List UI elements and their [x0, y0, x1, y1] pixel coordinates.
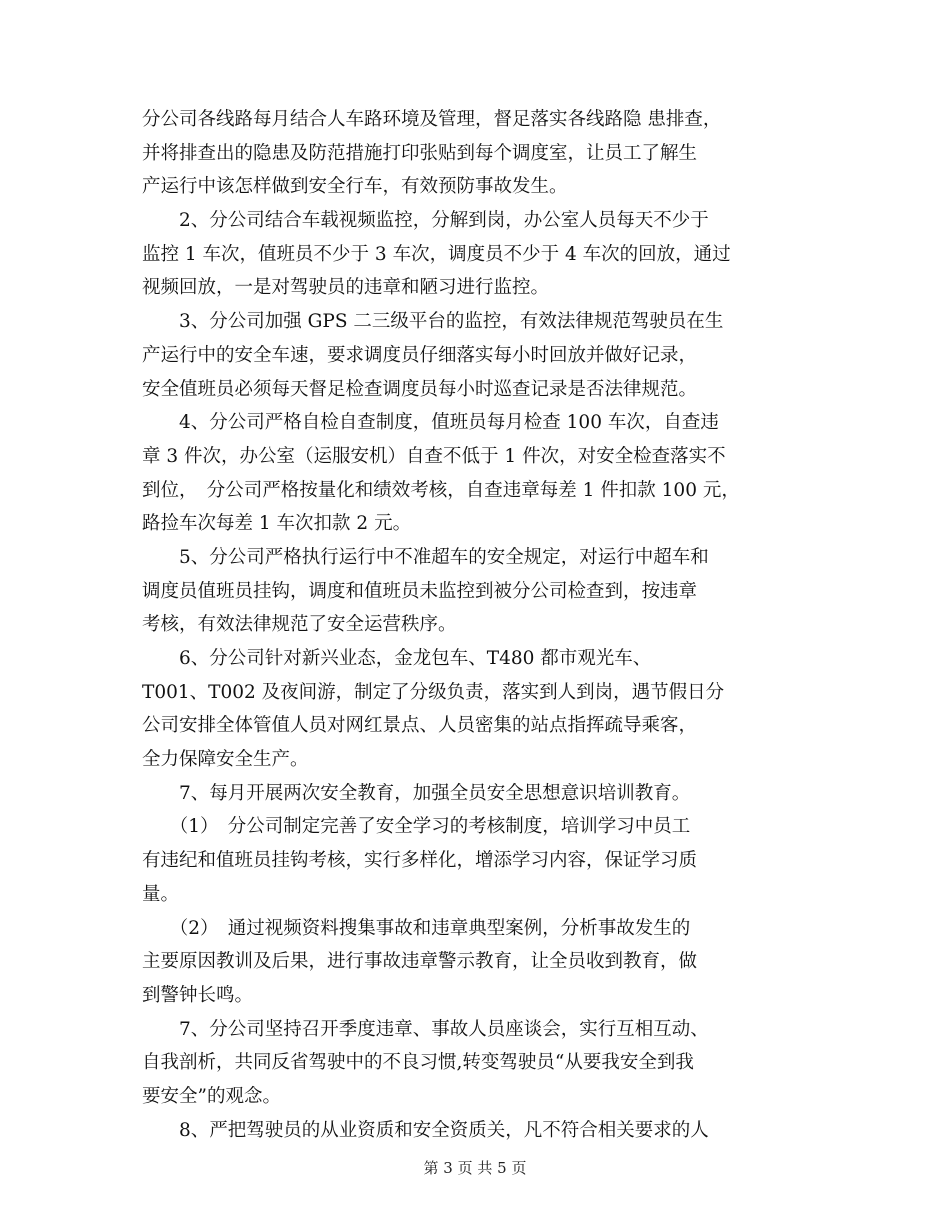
text-line: 安全值班员必须每天督足检查调度员每小时巡查记录是否法律规范。 — [142, 378, 698, 400]
text-line: 自我剖析，共同反省驾驶中的不良习惯,转变驾驶员“从要我安全到我 — [142, 1052, 694, 1074]
text-line: 4、分公司严格自检自查制度，值班员每月检查 100 车次，自查违 — [142, 412, 719, 434]
text-line: 6、分公司针对新兴业态，金龙包车、T480 都市观光车、 — [142, 648, 652, 669]
text-line: 公司安排全体管值人员对网红景点、人员密集的站点指挥疏导乘客， — [142, 715, 698, 737]
text-line: 3、分公司加强 GPS 二三级平台的监控，有效法律规范驾驶员在生 — [142, 311, 724, 333]
body-text — [142, 103, 810, 1147]
text-line: 2、分公司结合车载视频监控，分解到岗，办公室人员每天不少于 — [142, 210, 709, 232]
page-footer: 第 3 页 共 5 页 — [423, 1159, 527, 1177]
text-line: 调度员值班员挂钩，调度和值班员未监控到被分公司检查到，按违章 — [142, 580, 698, 602]
text-line: 5、分公司严格执行运行中不准超车的安全规定，对运行中超车和 — [142, 546, 709, 568]
text-line: 主要原因教训及后果，进行事故违章警示教育，让全员收到教育，做 — [142, 951, 698, 973]
text-line: 章 3 件次，办公室（运服安机）自查不低于 1 件次，对安全检查落实不 — [142, 445, 726, 467]
text-line: 视频回放，一是对驾驶员的违章和陋习进行监控。 — [142, 277, 550, 299]
text-line: 考核，有效法律规范了安全运营秩序。 — [142, 614, 457, 636]
text-line: 7、每月开展两次安全教育，加强全员安全思想意识培训教育。 — [142, 782, 691, 804]
text-line: 量。 — [142, 883, 180, 905]
text-line: 并将排查出的隐患及防范措施打印张贴到每个调度室，让员工了解生 — [142, 142, 698, 164]
text-line: T001、T002 及夜间游，制定了分级负责，落实到人到岗，遇节假日分 — [142, 681, 725, 703]
text-line: 路捡车次每差 1 车次扣款 2 元。 — [142, 513, 412, 535]
text-line: 到警钟长鸣。 — [142, 984, 254, 1006]
text-line: 7、分公司坚持召开季度违章、事故人员座谈会，实行互相互动、 — [142, 1018, 709, 1040]
text-line: 全力保障安全生产。 — [142, 749, 309, 771]
text-line: 要安全”的观念。 — [142, 1085, 281, 1107]
text-line: 产运行中该怎样做到安全行车，有效预防事故发生。 — [142, 176, 568, 198]
text-line: 分公司各线路每月结合人车路环境及管理，督足落实各线路隐 患排查， — [142, 109, 722, 130]
text-line: 8、严把驾驶员的从业资质和安全资质关，凡不符合相关要求的人 — [142, 1119, 709, 1141]
text-line: 监控 1 车次，值班员不少于 3 车次，调度员不少于 4 车次的回放，通过 — [142, 243, 731, 265]
text-line: 到位， 分公司严格按量化和绩效考核，自查违章每差 1 件扣款 100 元， — [142, 479, 740, 501]
text-line: 产运行中的安全车速，要求调度员仔细落实每小时回放并做好记录， — [142, 344, 698, 366]
text-line: （1） 分公司制定完善了安全学习的考核制度，培训学习中员工 — [142, 816, 691, 838]
text-line: （2） 通过视频资料搜集事故和违章典型案例，分析事故发生的 — [142, 917, 691, 939]
text-line: 有违纪和值班员挂钩考核，实行多样化，增添学习内容，保证学习质 — [142, 850, 698, 872]
